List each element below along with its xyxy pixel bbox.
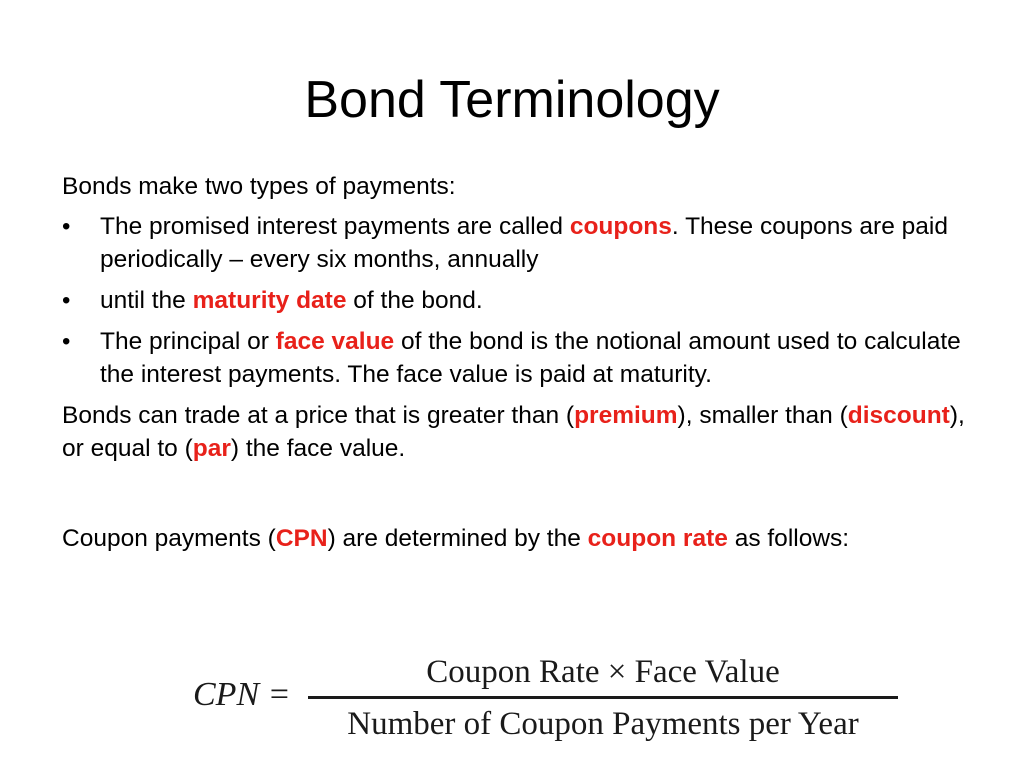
- coupon-text: Coupon payments (: [62, 525, 276, 552]
- trade-text: ), smaller than (: [677, 402, 848, 429]
- term-par: par: [192, 435, 231, 462]
- bullet-text: . These coupons are paid periodically – every six months, annually: [100, 213, 948, 273]
- bullet-text: of the bond.: [346, 287, 483, 314]
- formula-lhs: CPN =: [193, 676, 291, 713]
- coupon-text: ) are determined by the: [327, 525, 588, 552]
- bullet-face-value: [62, 325, 972, 391]
- formula-fraction-bar: [308, 696, 898, 699]
- formula-denominator: Number of Coupon Payments per Year: [347, 706, 859, 742]
- term-maturity-date: maturity date: [192, 287, 347, 314]
- term-coupons: coupons: [569, 213, 672, 240]
- trade-text: ), or equal to (: [62, 402, 965, 462]
- trade-text: Bonds can trade at a price that is greater than (: [62, 402, 575, 429]
- bullet-text: The principal or: [100, 328, 276, 355]
- term-coupon-rate: coupon rate: [587, 525, 728, 552]
- term-premium: premium: [574, 402, 678, 429]
- bullet-text: The promised interest payments are called: [100, 213, 570, 240]
- paragraph-spacer: [62, 472, 972, 522]
- bullet-maturity-date: [62, 284, 972, 317]
- trade-text: ) the face value.: [230, 435, 406, 462]
- bullet-coupons: [62, 210, 972, 276]
- bullet-dot-icon: •: [62, 287, 71, 314]
- intro-text: Bonds make two types of payments:: [62, 173, 456, 200]
- slide-title: Bond Terminology: [304, 71, 720, 129]
- coupon-paragraph: [62, 522, 972, 555]
- trade-paragraph: [62, 399, 972, 465]
- slide-body: [62, 170, 972, 562]
- bullet-text: of the bond is the notional amount used to calculate the interest payments. The face value is paid at maturity.: [100, 328, 961, 388]
- formula-numerator: Coupon Rate × Face Value: [426, 654, 780, 690]
- term-discount: discount: [847, 402, 950, 429]
- term-cpn: CPN: [275, 525, 328, 552]
- coupon-text: as follows:: [727, 525, 850, 552]
- bullet-dot-icon: •: [62, 328, 71, 355]
- bullet-text: until the: [100, 287, 193, 314]
- term-face-value: face value: [275, 328, 395, 355]
- cpn-formula: [193, 650, 898, 750]
- bullet-dot-icon: •: [62, 213, 71, 240]
